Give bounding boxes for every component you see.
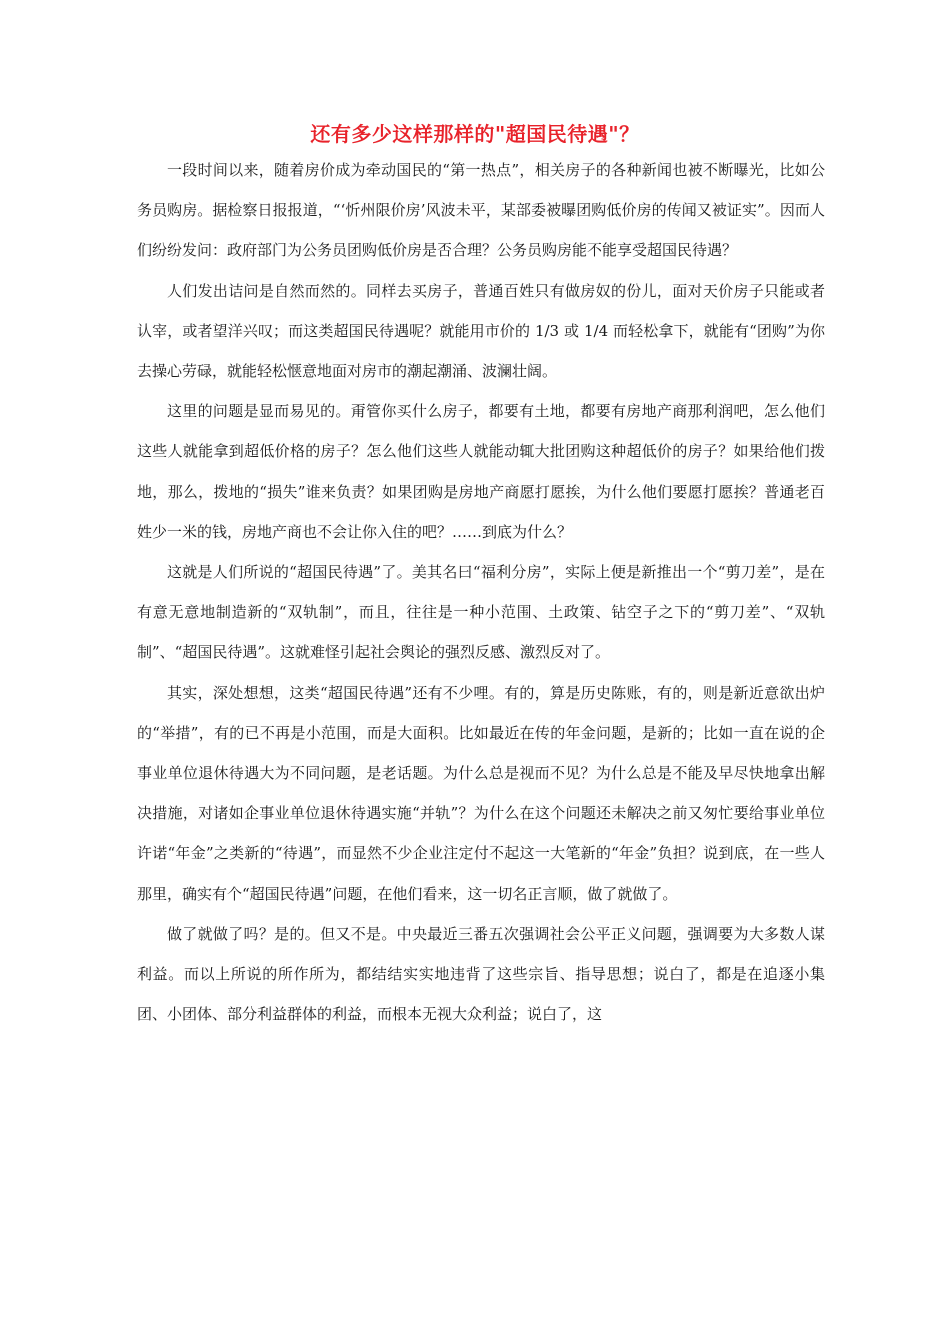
paragraph: 一段时间以来，随着房价成为牵动国民的“第一热点”，相关房子的各种新闻也被不断曝光，比如公务员购房。据检察日报报道，“‘忻州限价房’风波未平，某部委被曝团购低价房的传闻又被证实”。因而人们纷纷发问：政府部门为公务员团购低价房是否合理？公务员购房能不能享受超国民待遇？ xyxy=(137,161,825,260)
paragraph: 这就是人们所说的“超国民待遇”了。美其名曰“福利分房”，实际上便是新推出一个“剪刀差”，是在有意无意地制造新的“双轨制”，而且，往往是一种小范围、土政策、钻空子之下的“剪刀差”、“双轨制”、“超国民待遇”。这就难怪引起社会舆论的强烈反感、激烈反对了。 xyxy=(137,563,825,662)
article-body xyxy=(137,150,825,1034)
paragraph: 人们发出诘问是自然而然的。同样去买房子，普通百姓只有做房奴的份儿，面对天价房子只能或者认宰，或者望洋兴叹；而这类超国民待遇呢？就能用市价的 1/3 或 1/4 而轻松拿下，就能有“团购”为你去操心劳碌，就能轻松惬意地面对房市的潮起潮涌、波澜壮阔。 xyxy=(137,281,825,381)
paragraph: 这里的问题是显而易见的。甭管你买什么房子，都要有土地，都要有房地产商那利润吧，怎么他们这些人就能拿到超低价格的房子？怎么他们这些人就能动辄大批团购这种超低价的房子？如果给他们拨地，那么，拨地的“损失”谁来负责？如果团购是房地产商愿打愿挨，为什么他们要愿打愿挨？普通老百姓少一米的钱，房地产商也不会让你入住的吧？……到底为什么？ xyxy=(137,402,825,541)
paragraph: 做了就做了吗？是的。但又不是。中央最近三番五次强调社会公平正义问题，强调要为大多数人谋利益。而以上所说的所作所为，都结结实实地违背了这些宗旨、指导思想；说白了，都是在追逐小集团、小团体、部分利益群体的利益，而根本无视大众利益；说白了，这 xyxy=(137,924,825,1024)
paragraph: 其实，深处想想，这类“超国民待遇”还有不少哩。有的，算是历史陈账，有的，则是新近意欲出炉的“举措”，有的已不再是小范围，而是大面积。比如最近在传的年金问题，是新的；比如一直在说的企事业单位退休待遇大为不同问题，是老话题。为什么总是视而不见？为什么总是不能及早尽快地拿出解决措施，对诸如企事业单位退休待遇实施“并轨”？为什么在这个问题还未解决之前又匆忙要给事业单位许诺“年金”之类新的“待遇”，而显然不少企业注定付不起这一大笔新的“年金”负担？说到底，在一些人那里，确实有个“超国民待遇”问题，在他们看来，这一切名正言顺，做了就做了。 xyxy=(137,683,825,903)
page-title: 还有多少这样那样的"超国民待遇"？ xyxy=(310,122,640,146)
